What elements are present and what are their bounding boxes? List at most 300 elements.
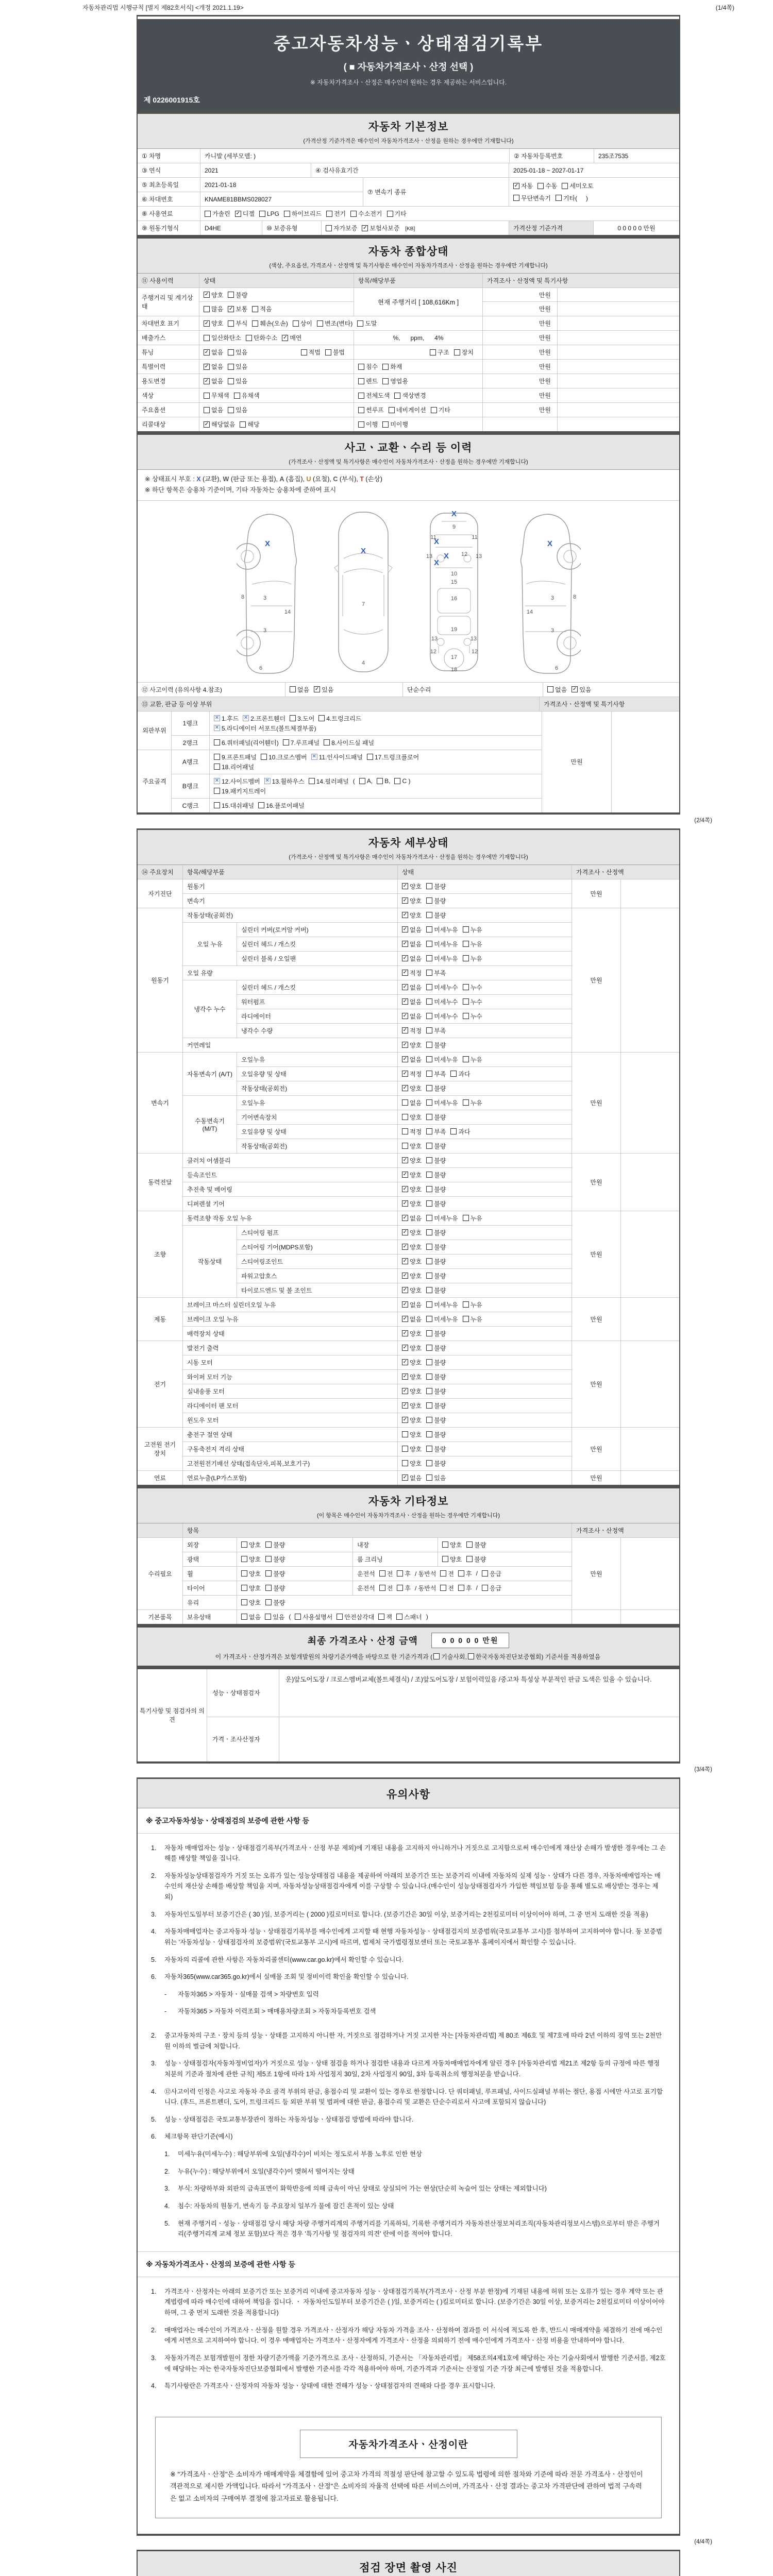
checkbox[interactable] bbox=[358, 393, 364, 399]
checkbox[interactable] bbox=[426, 1244, 432, 1250]
checkbox[interactable] bbox=[252, 320, 258, 327]
checkbox[interactable] bbox=[379, 1570, 385, 1577]
checkbox[interactable] bbox=[426, 1417, 432, 1423]
check-option-label: 하이브리드 bbox=[291, 210, 322, 217]
token-text: 16.플로어패널 bbox=[266, 802, 305, 809]
checkbox[interactable] bbox=[228, 349, 234, 355]
group-items bbox=[183, 1341, 572, 1427]
checkbox[interactable]: ✓ bbox=[402, 1056, 408, 1062]
checkbox[interactable] bbox=[468, 1653, 474, 1659]
item-name: 유리 bbox=[183, 1596, 237, 1609]
checkbox[interactable] bbox=[358, 378, 364, 384]
checkbox[interactable] bbox=[241, 1556, 247, 1562]
checkbox[interactable] bbox=[397, 1570, 403, 1577]
item-block bbox=[183, 1211, 572, 1226]
state-options bbox=[199, 331, 354, 345]
checkbox[interactable]: ✓ bbox=[402, 941, 408, 946]
checkbox[interactable]: ✓ bbox=[402, 1359, 408, 1365]
checkbox[interactable] bbox=[426, 1273, 432, 1279]
checkbox[interactable] bbox=[379, 1585, 385, 1591]
checkbox[interactable] bbox=[204, 335, 210, 341]
check-option-label: 양호 bbox=[410, 1359, 422, 1366]
checkbox[interactable]: ✓ bbox=[402, 1244, 408, 1249]
check-option bbox=[463, 954, 482, 963]
checkbox[interactable] bbox=[265, 1541, 272, 1548]
checkbox[interactable] bbox=[426, 1172, 432, 1178]
checkbox[interactable] bbox=[463, 1056, 469, 1062]
checkbox[interactable] bbox=[426, 1114, 432, 1120]
checkbox[interactable]: ✓ bbox=[402, 1085, 408, 1091]
checkbox[interactable] bbox=[556, 195, 562, 201]
checkbox[interactable]: ✓ bbox=[402, 1417, 408, 1422]
checkbox[interactable] bbox=[309, 778, 315, 784]
checkbox[interactable] bbox=[214, 788, 220, 794]
checkbox[interactable] bbox=[426, 1388, 432, 1394]
checkbox[interactable]: ✓ bbox=[572, 686, 577, 692]
checkbox[interactable] bbox=[440, 1585, 446, 1591]
part-options bbox=[354, 388, 483, 402]
repair-x-checkbox[interactable]: ✕ bbox=[312, 754, 316, 759]
checkbox[interactable] bbox=[426, 1056, 432, 1062]
checkbox[interactable] bbox=[350, 211, 357, 217]
checkbox[interactable] bbox=[442, 1556, 448, 1562]
checkbox[interactable] bbox=[482, 1585, 488, 1591]
check-option-label: 불량 bbox=[434, 1200, 446, 1208]
checkbox[interactable] bbox=[317, 320, 323, 327]
checkbox[interactable] bbox=[337, 1614, 343, 1620]
checkbox[interactable] bbox=[293, 320, 299, 327]
check-option-label: 화재 bbox=[390, 363, 402, 370]
check-option bbox=[402, 1358, 422, 1367]
item-state bbox=[398, 1341, 572, 1355]
checkbox[interactable] bbox=[426, 897, 432, 904]
checkbox[interactable] bbox=[426, 1085, 432, 1091]
checkbox[interactable] bbox=[463, 1013, 469, 1019]
checkbox[interactable] bbox=[537, 183, 544, 189]
checkbox[interactable] bbox=[426, 1301, 432, 1308]
basic-info-subtitle: (가격산정 기준가격은 매수인이 자동차가격조사ㆍ산정을 원하는 경우에만 기재합니다) bbox=[303, 138, 514, 144]
check-option-label: 무단변속기 bbox=[521, 194, 551, 202]
panel-number: 19 bbox=[450, 626, 457, 633]
checkbox[interactable] bbox=[426, 1071, 432, 1077]
check-option bbox=[402, 1272, 422, 1280]
accident-history-section bbox=[137, 433, 680, 815]
checkbox[interactable] bbox=[426, 984, 432, 990]
checkbox[interactable]: ✓ bbox=[402, 970, 408, 975]
note-cell bbox=[621, 1053, 679, 1153]
checkbox[interactable] bbox=[426, 1099, 432, 1106]
check-option-label: 네비게이션 bbox=[396, 406, 426, 414]
note-cell bbox=[558, 345, 679, 359]
checkbox[interactable] bbox=[426, 1460, 432, 1466]
checkbox[interactable] bbox=[382, 421, 389, 428]
checkbox[interactable] bbox=[442, 1541, 448, 1548]
device-group-row bbox=[138, 1298, 679, 1341]
checkbox[interactable] bbox=[283, 739, 289, 745]
checkbox[interactable] bbox=[454, 349, 460, 355]
check-option-label: 불량 bbox=[273, 1584, 285, 1592]
checkbox[interactable] bbox=[240, 421, 246, 428]
checkbox[interactable]: ✓ bbox=[402, 1229, 408, 1235]
checkbox[interactable] bbox=[426, 1359, 432, 1365]
checkbox[interactable] bbox=[359, 778, 365, 784]
checkbox[interactable] bbox=[325, 349, 331, 355]
price-cell: 만원 bbox=[572, 1298, 621, 1341]
checkbox[interactable]: ✓ bbox=[402, 1027, 408, 1033]
check-option bbox=[402, 940, 422, 948]
repair-x-checkbox[interactable]: ✕ bbox=[214, 725, 220, 731]
checkbox[interactable] bbox=[463, 998, 469, 1005]
checkbox[interactable] bbox=[426, 1374, 432, 1380]
vin-value: KNAME81BBMS028027 bbox=[205, 195, 272, 203]
checkbox[interactable]: ✓ bbox=[402, 1345, 408, 1350]
checkbox[interactable] bbox=[458, 1585, 464, 1591]
checkbox[interactable] bbox=[228, 378, 234, 384]
checkbox[interactable] bbox=[367, 754, 373, 760]
checkbox[interactable] bbox=[450, 1128, 457, 1134]
checkbox[interactable] bbox=[358, 364, 364, 370]
checkbox[interactable] bbox=[513, 195, 519, 201]
checkbox[interactable] bbox=[402, 1446, 408, 1452]
car-underbody-diagram bbox=[423, 507, 485, 677]
checkbox[interactable]: ✓ bbox=[402, 897, 408, 903]
check-option-label: 양호 bbox=[410, 1460, 422, 1467]
checkbox[interactable] bbox=[204, 393, 210, 399]
item-state bbox=[398, 1370, 572, 1384]
check-option bbox=[204, 333, 241, 342]
check-option bbox=[265, 1569, 285, 1578]
checkbox[interactable] bbox=[562, 183, 568, 189]
checkbox[interactable] bbox=[290, 686, 296, 692]
checkbox[interactable] bbox=[234, 393, 240, 399]
price-cell: 만원 bbox=[483, 403, 558, 417]
checkbox[interactable] bbox=[261, 754, 267, 760]
check-option bbox=[450, 1070, 470, 1078]
check-row bbox=[237, 1283, 572, 1297]
checkbox[interactable]: ✓ bbox=[402, 926, 408, 932]
checkbox[interactable] bbox=[241, 1570, 247, 1577]
checkbox[interactable] bbox=[433, 1653, 440, 1659]
checkbox[interactable] bbox=[426, 970, 432, 976]
checkbox[interactable] bbox=[358, 407, 364, 413]
checkbox[interactable] bbox=[463, 1301, 469, 1308]
checkbox[interactable]: ✓ bbox=[402, 1172, 408, 1177]
checkbox[interactable] bbox=[426, 1431, 432, 1437]
checkbox[interactable]: ✓ bbox=[402, 1287, 408, 1293]
checkbox[interactable]: ✓ bbox=[402, 1157, 408, 1163]
checkbox[interactable] bbox=[426, 998, 432, 1005]
checkbox[interactable] bbox=[318, 715, 325, 721]
photo-header bbox=[138, 2551, 679, 2576]
group-items bbox=[183, 908, 572, 1052]
checkbox[interactable] bbox=[241, 1614, 247, 1620]
checkbox[interactable] bbox=[265, 1599, 272, 1605]
col-usage-history: ⑪ 사용이력 bbox=[138, 274, 199, 287]
item-name: 스티어링 펌프 bbox=[237, 1226, 398, 1240]
panel-number: 11 bbox=[430, 534, 436, 540]
paragraph-text: 자동차365(www.car365.go.kr)에서 실매물 조회 및 정비이력 확인을 확인할 수 있습니다. bbox=[164, 1973, 409, 1981]
token-text: 11.인사이드패널 bbox=[318, 753, 363, 761]
check-option-label: 불량 bbox=[273, 1570, 285, 1578]
checkbox[interactable] bbox=[440, 1570, 446, 1577]
checkbox[interactable]: ✓ bbox=[402, 1042, 408, 1047]
checkbox[interactable]: ✓ bbox=[402, 955, 408, 961]
checkbox[interactable] bbox=[426, 1345, 432, 1351]
checkbox[interactable] bbox=[426, 1402, 432, 1409]
title-header bbox=[137, 15, 680, 112]
check-row bbox=[237, 952, 572, 965]
checkbox[interactable] bbox=[426, 941, 432, 947]
row-label: 차대번호 표기 bbox=[138, 316, 199, 330]
device-group-row bbox=[138, 1341, 679, 1428]
col-item: 항목/해당부품 bbox=[183, 865, 398, 879]
checkbox[interactable]: ✓ bbox=[402, 883, 408, 889]
checkbox[interactable]: ✓ bbox=[514, 182, 519, 189]
checkbox[interactable] bbox=[426, 1258, 432, 1264]
checkbox[interactable]: ✓ bbox=[402, 1186, 408, 1192]
checkbox[interactable]: ✓ bbox=[402, 1402, 408, 1408]
checkbox[interactable] bbox=[463, 1099, 469, 1106]
checkbox[interactable] bbox=[547, 686, 553, 692]
paragraph-text: 미세누유(미세누수) : 해당부위에 오일(냉각수)이 비치는 정도로서 부품 노후로 인한 현상 bbox=[178, 2150, 423, 2158]
check-option bbox=[228, 304, 247, 313]
notice-paragraph bbox=[151, 2325, 666, 2346]
checkbox[interactable] bbox=[426, 1128, 432, 1134]
checkbox[interactable] bbox=[402, 1128, 408, 1134]
group-items bbox=[183, 1211, 572, 1297]
checkbox[interactable] bbox=[463, 941, 469, 947]
check-option-label: 미세누수 bbox=[434, 984, 458, 991]
check-row bbox=[183, 1312, 572, 1327]
check-row bbox=[183, 1197, 572, 1211]
checkbox[interactable] bbox=[301, 349, 307, 355]
check-option-label: 양호 bbox=[410, 1387, 422, 1395]
note-cell bbox=[621, 908, 679, 1052]
checkbox[interactable]: ✓ bbox=[204, 363, 209, 369]
checkbox[interactable] bbox=[402, 1114, 408, 1120]
checkbox[interactable] bbox=[430, 349, 436, 355]
check-option bbox=[513, 194, 551, 202]
item-name: 내장 bbox=[353, 1538, 438, 1552]
checkbox[interactable] bbox=[426, 1200, 432, 1207]
checkbox[interactable]: ✓ bbox=[402, 912, 408, 918]
check-option-label: 양호 bbox=[410, 897, 422, 905]
checkbox[interactable] bbox=[265, 1556, 272, 1562]
paragraph-text: 자동차인도일부터 보증기간은 ( 30 )일, 보증거리는 ( 2000 )킬로미터로 합니다. (보증기간은 30일 이상, 보증거리는 2천킬로미터 이상이어야 하며, 그 중 먼저 도래한 것을 적용) bbox=[164, 1910, 648, 1918]
checkbox[interactable]: ✓ bbox=[204, 349, 209, 355]
checkbox[interactable]: ✓ bbox=[402, 1013, 408, 1019]
checkbox[interactable] bbox=[450, 1071, 457, 1077]
checkbox[interactable]: ✓ bbox=[402, 1330, 408, 1336]
checkbox[interactable]: ✓ bbox=[402, 1374, 408, 1379]
checkbox[interactable] bbox=[378, 1614, 384, 1620]
price-cell: 만원 bbox=[572, 1211, 621, 1297]
checkbox[interactable]: ✓ bbox=[402, 1215, 408, 1221]
checkbox[interactable] bbox=[241, 1585, 247, 1591]
checkbox[interactable] bbox=[426, 1316, 432, 1322]
checkbox[interactable] bbox=[295, 1614, 301, 1620]
note-cell bbox=[558, 316, 679, 330]
checkbox[interactable]: ✓ bbox=[283, 334, 288, 341]
checkbox[interactable] bbox=[387, 211, 393, 217]
checkbox[interactable] bbox=[265, 1570, 272, 1577]
etc-subtitle: (이 항목은 매수인이 자동차가격조사ㆍ산정을 원하는 경우에만 기재합니다) bbox=[316, 1512, 500, 1519]
checkbox[interactable] bbox=[402, 1431, 408, 1437]
car-name-value: 카니발 (세부모델: ) bbox=[200, 149, 510, 163]
repair-x-checkbox[interactable]: ✕ bbox=[265, 778, 270, 784]
check-option bbox=[402, 882, 422, 891]
checkbox[interactable] bbox=[324, 739, 330, 745]
checkbox[interactable] bbox=[252, 306, 258, 312]
checkbox[interactable]: ✓ bbox=[402, 1273, 408, 1278]
checkbox[interactable] bbox=[458, 1570, 464, 1577]
checkbox[interactable] bbox=[426, 1186, 432, 1192]
checkbox[interactable] bbox=[426, 1287, 432, 1293]
checkbox[interactable] bbox=[228, 407, 234, 413]
checkbox[interactable]: ✓ bbox=[402, 1301, 408, 1307]
checkbox[interactable] bbox=[431, 407, 437, 413]
check-option bbox=[265, 1540, 285, 1549]
checkbox[interactable] bbox=[377, 778, 383, 784]
item-state bbox=[398, 1471, 572, 1485]
checkbox[interactable]: ✓ bbox=[314, 686, 320, 692]
checkbox[interactable] bbox=[214, 764, 220, 770]
checkbox[interactable] bbox=[402, 1099, 408, 1106]
checkbox[interactable] bbox=[265, 1614, 271, 1620]
checkbox[interactable]: ✓ bbox=[204, 421, 209, 427]
repair-x-checkbox[interactable]: ✕ bbox=[214, 715, 220, 721]
checkbox[interactable] bbox=[463, 955, 469, 961]
repair-x-checkbox[interactable]: ✕ bbox=[244, 715, 248, 721]
checkbox[interactable]: ✓ bbox=[402, 1388, 408, 1394]
checkbox[interactable] bbox=[397, 1585, 403, 1591]
check-option-label: 훼손(오손) bbox=[260, 320, 288, 327]
checkbox[interactable] bbox=[466, 1541, 473, 1548]
item-name: 오일 유량 bbox=[183, 966, 398, 980]
checkbox[interactable] bbox=[426, 1229, 432, 1235]
item-state bbox=[398, 1067, 572, 1081]
checkbox[interactable] bbox=[426, 1042, 432, 1048]
checkbox[interactable] bbox=[426, 1215, 432, 1221]
checkbox[interactable] bbox=[466, 1556, 473, 1562]
checkbox[interactable] bbox=[402, 1460, 408, 1466]
checkbox[interactable] bbox=[426, 883, 432, 889]
check-option bbox=[426, 1387, 446, 1396]
checkbox[interactable] bbox=[265, 1585, 272, 1591]
checkbox[interactable] bbox=[326, 225, 332, 231]
checkbox[interactable] bbox=[241, 1599, 247, 1605]
checkbox[interactable]: ✓ bbox=[204, 320, 209, 326]
token-text: 안전삼각대 bbox=[344, 1613, 375, 1621]
checkbox[interactable] bbox=[259, 211, 265, 217]
check-option bbox=[228, 348, 247, 357]
checkbox[interactable] bbox=[426, 1013, 432, 1019]
check-option-label: 있음 bbox=[236, 349, 248, 356]
checkbox[interactable] bbox=[228, 320, 234, 327]
check-option-label: 있음 bbox=[434, 1474, 446, 1482]
legend-line-1 bbox=[145, 474, 672, 485]
checkbox[interactable] bbox=[426, 1475, 432, 1481]
checkbox[interactable] bbox=[214, 739, 220, 745]
check-option bbox=[402, 1387, 422, 1396]
checkbox[interactable]: ✓ bbox=[204, 292, 209, 297]
checkbox[interactable] bbox=[463, 1215, 469, 1221]
checkbox[interactable] bbox=[205, 211, 211, 217]
checkbox[interactable] bbox=[482, 1570, 488, 1577]
checkbox[interactable] bbox=[463, 1316, 469, 1322]
checkbox[interactable] bbox=[357, 320, 363, 327]
checkbox[interactable] bbox=[204, 407, 210, 413]
token-text: 전 bbox=[448, 1584, 455, 1592]
checkbox[interactable] bbox=[426, 1157, 432, 1163]
item-name: 스티어링조인트 bbox=[237, 1255, 398, 1268]
checkbox[interactable] bbox=[394, 393, 400, 399]
checkbox[interactable] bbox=[402, 1143, 408, 1149]
check-row bbox=[237, 1110, 572, 1125]
checkbox[interactable] bbox=[426, 1027, 432, 1033]
checkbox[interactable] bbox=[228, 292, 234, 298]
checkbox[interactable]: ✓ bbox=[402, 1258, 408, 1264]
rank-items bbox=[210, 799, 542, 812]
checkbox[interactable] bbox=[358, 421, 364, 428]
checkbox[interactable] bbox=[258, 802, 264, 808]
paragraph-number: 6. bbox=[151, 1973, 157, 1981]
checkbox[interactable] bbox=[228, 364, 234, 370]
checkbox[interactable] bbox=[426, 1446, 432, 1452]
checkbox[interactable]: ✓ bbox=[402, 984, 408, 990]
checkbox[interactable] bbox=[463, 984, 469, 990]
device-name: 고전원 전기장치 bbox=[138, 1428, 183, 1470]
checkbox[interactable] bbox=[426, 912, 432, 918]
checkbox[interactable]: ✓ bbox=[402, 1475, 408, 1480]
checkbox[interactable] bbox=[241, 1541, 247, 1548]
paragraph-number: 6. bbox=[151, 2133, 157, 2141]
check-row bbox=[183, 1038, 572, 1052]
summary-row bbox=[138, 374, 679, 388]
checkbox[interactable] bbox=[382, 364, 389, 370]
check-option bbox=[301, 348, 321, 357]
checkbox[interactable] bbox=[389, 407, 395, 413]
checkbox[interactable] bbox=[426, 955, 432, 961]
checkbox[interactable] bbox=[426, 1143, 432, 1149]
checkbox[interactable] bbox=[382, 378, 389, 384]
check-option bbox=[426, 1416, 446, 1425]
repair-x-checkbox[interactable]: ✕ bbox=[214, 778, 220, 784]
checkbox[interactable] bbox=[426, 926, 432, 933]
checkbox[interactable] bbox=[326, 211, 332, 217]
check-row bbox=[237, 1024, 572, 1038]
checkbox[interactable] bbox=[394, 778, 400, 784]
checkbox[interactable] bbox=[396, 1614, 402, 1620]
checkbox[interactable] bbox=[214, 754, 220, 760]
checkbox[interactable] bbox=[463, 926, 469, 933]
checkbox[interactable] bbox=[214, 802, 220, 808]
checkbox[interactable]: ✓ bbox=[228, 306, 233, 312]
checkbox[interactable] bbox=[426, 1330, 432, 1336]
checkbox[interactable]: ✓ bbox=[402, 998, 408, 1004]
checkbox[interactable] bbox=[284, 211, 290, 217]
checkbox[interactable]: ✓ bbox=[402, 1200, 408, 1206]
checkbox[interactable] bbox=[204, 306, 210, 312]
checkbox[interactable]: ✓ bbox=[204, 378, 209, 384]
checkbox[interactable]: ✓ bbox=[363, 225, 367, 231]
checkbox[interactable]: ✓ bbox=[402, 1316, 408, 1321]
checkbox[interactable] bbox=[290, 715, 296, 721]
checkbox[interactable]: ✓ bbox=[402, 1071, 408, 1076]
checkbox[interactable]: ✓ bbox=[236, 210, 240, 216]
item-block bbox=[183, 966, 572, 980]
checkbox[interactable] bbox=[246, 335, 252, 341]
